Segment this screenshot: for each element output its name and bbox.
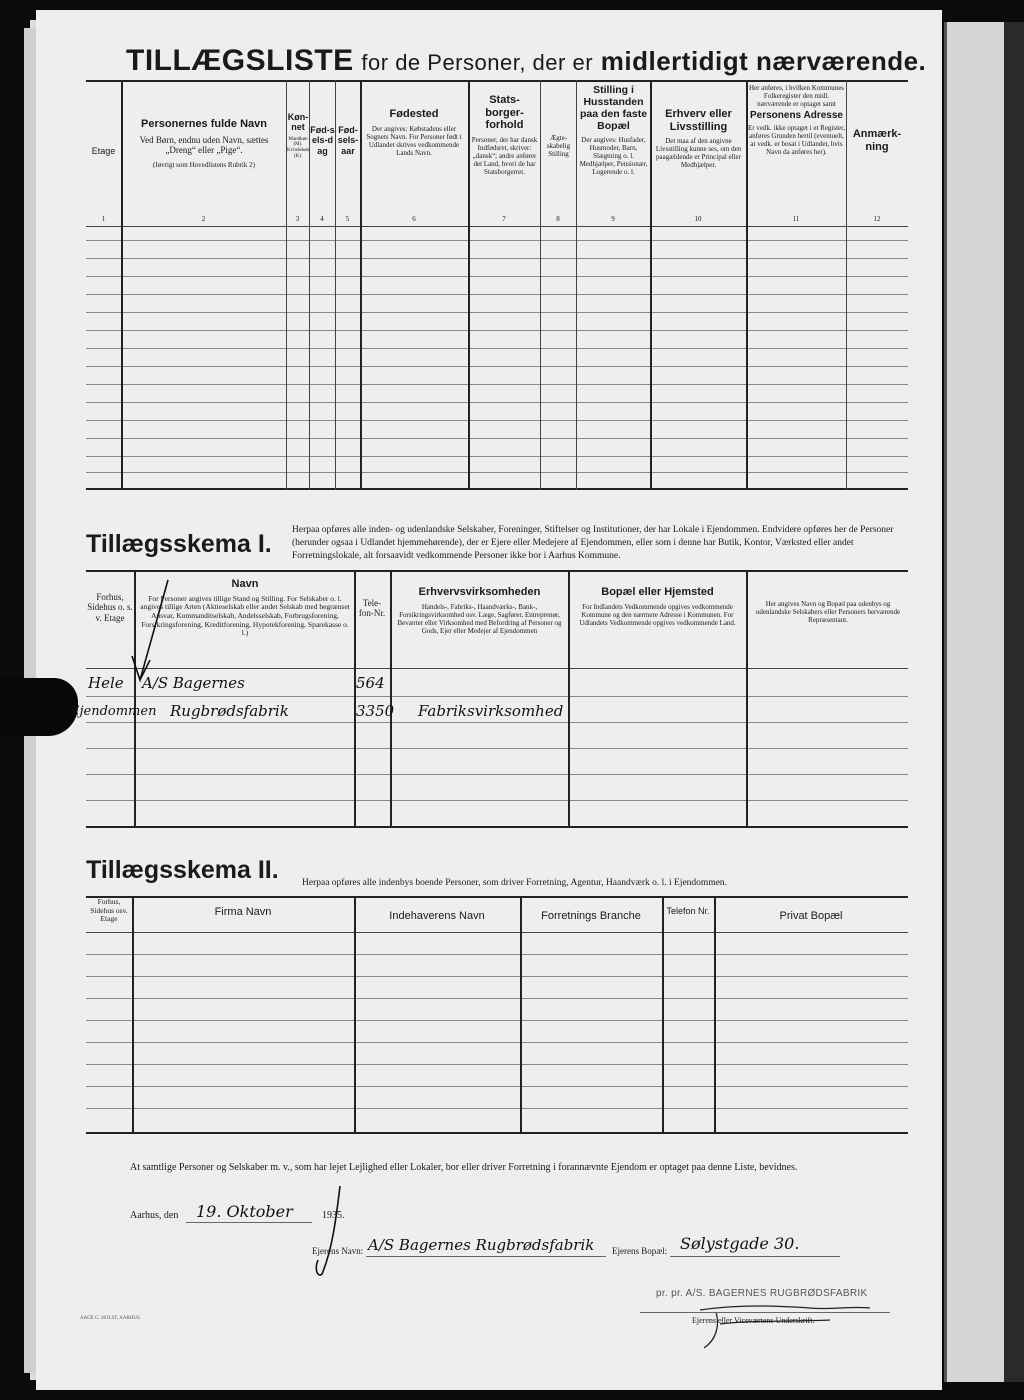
entry-etage-2: Ejendommen xyxy=(70,704,157,719)
skema1-title: Tillægsskema I. xyxy=(86,530,272,558)
colnum: 12 xyxy=(873,215,881,223)
owner-handwritten: A/S Bagernes Rugbrødsfabrik xyxy=(368,1236,595,1254)
year-label: 1935. xyxy=(322,1210,345,1221)
arrow-mark-icon xyxy=(120,576,180,696)
skema1-col-etage: Forhus, Sidehus o. s. v. Etage xyxy=(87,592,133,623)
skema1-col-representant: Her angives Navn og Bopæl paa udenbys og udenlandske Selskabers eller Personers herværende Repræsentant. xyxy=(755,600,901,625)
col-household-header: Stilling i Husstanden paa den faste Bopæl Der angives: Husfader, Husmoder, Barn, Slægtning o. l. Medhjælper, Pensionær, Logerende o. l. xyxy=(579,84,648,177)
skema2-col-bopael: Privat Bopæl xyxy=(779,910,843,922)
skema2-col-telefon: Telefon Nr. xyxy=(666,906,710,916)
skema1-col-bopael: Bopæl eller Hjemsted For Indlandets Vedkommende opgives vedkommende Kommune og den nærmere Adresse i Kommunen. For Udlandets Vedkommende opgives vedkommende Land. xyxy=(579,586,736,627)
index-tab xyxy=(0,678,78,736)
skema1-col-navn: Navn For Personer angives tillige Stand og Stilling. For Selskaber o. l. angives tillige Arten (Aktieselskab eller andet Selskab med begrænset Ansvar, Kommanditselskab, Andelsselskab, Forbrugsforening, Forsikringsforening, Kreditforening, Hypotekforening, Sparekasse o. l.) xyxy=(140,578,350,638)
address-label: Ejerens Bopæl: xyxy=(612,1246,668,1256)
colnum: 6 xyxy=(412,215,416,223)
signature-scribble-icon xyxy=(680,1296,890,1356)
title-rest: for de Personer, der er xyxy=(361,50,594,75)
col-occupation-header: Erhverv eller Livsstilling Det maa af den angivne Livsstilling kunne ses, om den paagældende er Principal eller Medhjælper. xyxy=(655,108,742,170)
entry-navn-2: Rugbrødsfabrik xyxy=(170,702,289,720)
colnum: 3 xyxy=(295,215,300,223)
colnum: 7 xyxy=(502,215,506,223)
owner-label: Ejerens Navn: xyxy=(312,1246,364,1256)
page-title xyxy=(126,44,926,78)
entry-telefon-1: 564 xyxy=(356,674,385,692)
signature-stroke-icon xyxy=(308,1180,348,1280)
skema2-col-indehaver: Indehaverens Navn xyxy=(389,910,485,922)
colnum: 11 xyxy=(792,215,800,223)
colnum: 5 xyxy=(345,215,350,223)
colnum: 8 xyxy=(556,215,560,223)
title-bold: midlertidigt nærværende. xyxy=(600,46,927,76)
skema2-intro: Herpaa opføres alle indenbys boende Personer, som driver Forretning, Agentur, Haandværk o. l. i Ejendommen. xyxy=(302,878,728,888)
col-etage-header: Etage xyxy=(91,146,116,156)
skema1-col-telefon: Tele-fon-Nr. xyxy=(358,598,386,619)
colnum: 2 xyxy=(201,215,206,223)
printer-mark: AAGE G. HOLST, AARHUS xyxy=(80,1316,140,1321)
colnum: 10 xyxy=(694,215,702,223)
entry-navn-1: A/S Bagernes xyxy=(142,674,245,692)
col-koen-header: Køn-net Mandkøn (M). Kvindekøn (K). xyxy=(287,112,310,159)
skema1-col-erhverv: Erhvervsvirksomheden Handels-, Fabriks-, Haandværks-, Bank-, Forsikringsvirksomhed osv. Læge, Sagfører, Entreprenør, Beværter eller Virksomhed med Befordring af Personer og Gods, Ejer eller Medejer af Ejendommen xyxy=(397,586,562,635)
col-birthplace-header: Fødested Der angives: Købstadens eller Sognets Navn. For Personer født i Udlandet skrives vedkommende Lands Navn. xyxy=(366,108,462,157)
skema2-col-etage: Forhus, Sidehus osv. Etage xyxy=(90,897,128,924)
skema2-col-firma: Firma Navn xyxy=(214,906,272,918)
company-stamp: pr. pr. A/S. BAGERNES RUGBRØDSFABRIK xyxy=(656,1288,868,1299)
col-address-header: Her anføres, i hvilken Kommunes Folkeregister den midl. nærværende er optaget samt Personens Adresse Er vedk. ikke optaget i et Register, anføres Grunden hertil (eventuelt, at vedk. er bosat i Udlandet, hvis Navn da anføres her). xyxy=(748,84,845,156)
title-main: TILLÆGSLISTE xyxy=(126,44,354,77)
skema2-col-branche: Forretnings Branche xyxy=(541,910,641,922)
address-handwritten: Sølystgade 30. xyxy=(680,1234,800,1253)
colnum: 4 xyxy=(320,215,324,223)
declaration-text: At samtlige Personer og Selskaber m. v., som har lejet Lejlighed eller Lokaler, bor eller driver Forretning i forannævnte Ejendom er optaget paa denne Liste, bevidnes. xyxy=(130,1162,798,1173)
col-remarks-header: Anmærk-ning xyxy=(852,128,902,153)
col-citizenship-header: Stats-borger-forhold Personer, der har dansk Indfødsret, skriver: „dansk“; andre anfører det Land, hvori de har Statsborgerret. xyxy=(471,94,538,177)
entry-telefon-2: 3350 xyxy=(356,702,395,720)
place-label: Aarhus, den xyxy=(130,1210,179,1221)
col-marital-header: Ægte-skabelig Stilling xyxy=(546,134,571,159)
skema1-intro: Herpaa opføres alle inden- og udenlandske Selskaber, Foreninger, Stiftelser og Institutioner, der har Lokale i Ejendommen. Endvidere opføres her de Personer (herunder ogsaa i Udlandet hjemmehørende), der er Ejere eller Medejere af Ejendommen, eller som i denne har Butik, Kontor, Værksted eller andet Forretningslokale, alt forsaavidt vedkommende Personer ikke bor i Aarhus Kommune. xyxy=(292,525,894,561)
colnum: 9 xyxy=(611,215,615,223)
col-birthyear-header: Fød-sels-aar xyxy=(337,125,359,156)
col-birthday-header: Fød-sels-dag xyxy=(310,125,335,156)
skema2-title: Tillægsskema II. xyxy=(86,856,279,884)
signature-label: Ejerens eller Viceværtens Underskrift. xyxy=(692,1316,815,1325)
entry-etage-1: Hele xyxy=(88,674,124,692)
page-edge-shadow xyxy=(1004,22,1024,1382)
colnum: 1 xyxy=(101,215,106,223)
date-handwritten: 19. Oktober xyxy=(196,1202,293,1221)
col-name-header: Personernes fulde Navn Ved Børn, endnu uden Navn, sættes „Dreng“ eller „Pige“. (Iøvrigt som Hovedlistens Rubrik 2) xyxy=(139,118,269,170)
entry-erhverv: Fabriksvirksomhed xyxy=(418,702,564,720)
